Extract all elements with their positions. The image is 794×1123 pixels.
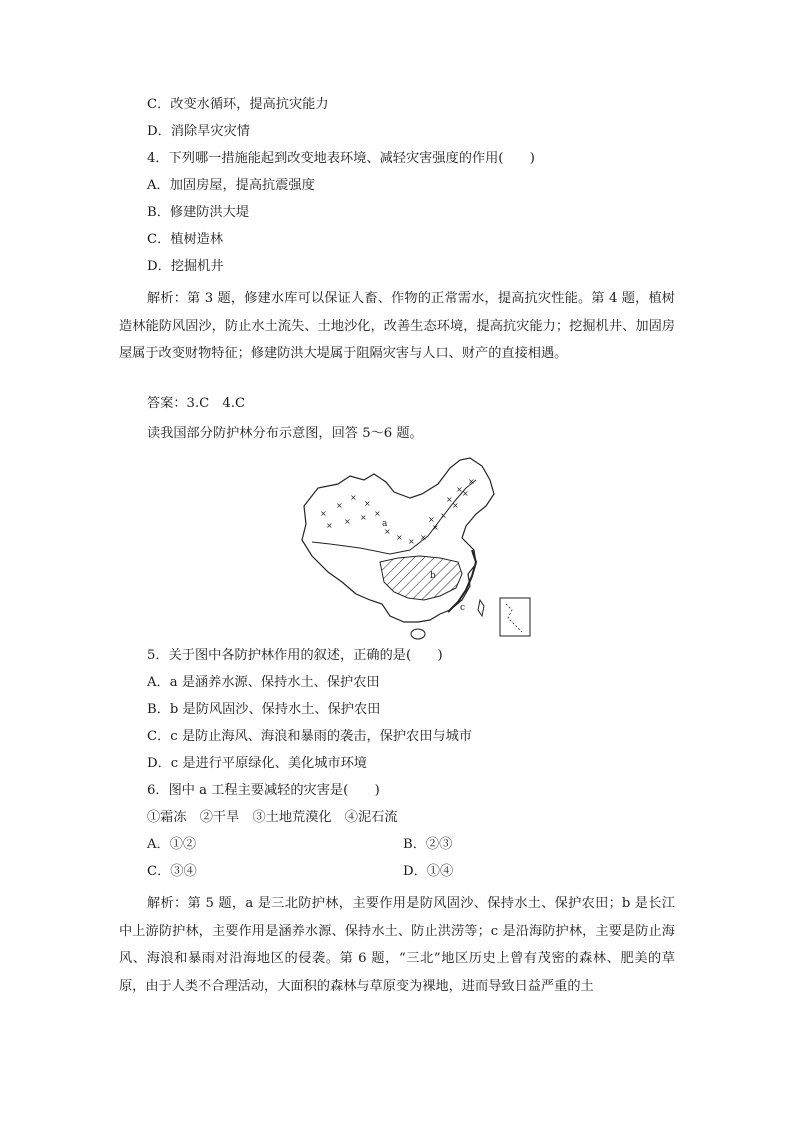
label-b: b bbox=[430, 571, 436, 581]
q4-option-b: B．修建防洪大堤 bbox=[147, 205, 250, 220]
china-map-figure bbox=[290, 454, 540, 644]
q6-option-a: A．①② bbox=[147, 837, 197, 852]
q6-stem: 6．图中 a 工程主要减轻的灾害是( ) bbox=[147, 783, 380, 798]
hainan-island bbox=[411, 629, 425, 639]
q5-option-c: C．c 是防止海风、海浪和暴雨的袭击，保护农田与城市 bbox=[147, 729, 472, 744]
q4-option-a: A．加固房屋，提高抗震强度 bbox=[147, 178, 315, 193]
svg-text:×: × bbox=[408, 537, 415, 546]
q5-option-a: A．a 是涵养水源、保持水土、保护农田 bbox=[147, 675, 380, 690]
q6-items: ①霜冻 ②干旱 ③土地荒漠化 ④泥石流 bbox=[147, 810, 398, 825]
svg-text:×: × bbox=[456, 485, 463, 494]
svg-text:×: × bbox=[344, 517, 351, 526]
south-sea-inset bbox=[500, 598, 530, 636]
analysis-q3-q4: 解析：第 3 题，修建水库可以保证人畜、作物的正常需水，提高抗灾性能。第 4 题，植树造林能防风固沙，防止水土流失、土地沙化，改善生态环境，提高抗灾能力；挖掘机井、加固房屋属于改变财物特征；修建防洪大堤属于阻隔灾害与人口、财产的直接相遇。 bbox=[119, 291, 675, 361]
q3-option-d: D．消除旱灾灾情 bbox=[147, 124, 250, 139]
label-c: c bbox=[460, 603, 466, 613]
q5-stem: 5．关于图中各防护林作用的叙述，正确的是( ) bbox=[147, 648, 443, 663]
svg-text:×: × bbox=[446, 495, 453, 504]
q6-option-c: C．③④ bbox=[147, 864, 197, 879]
shelterbelt-map bbox=[290, 454, 540, 644]
svg-text:×: × bbox=[364, 499, 371, 508]
svg-text:×: × bbox=[440, 511, 447, 520]
q5-option-d: D．c 是进行平原绿化、美化城市环境 bbox=[147, 756, 367, 771]
svg-text:×: × bbox=[462, 489, 469, 498]
svg-text:×: × bbox=[432, 523, 439, 532]
label-a: a bbox=[382, 519, 388, 529]
svg-text:×: × bbox=[428, 515, 435, 524]
q6-option-b: B．②③ bbox=[403, 837, 453, 852]
q6-option-d: D．①④ bbox=[403, 864, 454, 879]
svg-text:×: × bbox=[360, 513, 367, 522]
svg-text:×: × bbox=[452, 501, 459, 510]
svg-text:×: × bbox=[320, 509, 327, 518]
q4-stem: 4．下列哪一措施能起到改变地表环境、减轻灾害强度的作用( ) bbox=[147, 151, 535, 166]
q3-option-c: C．改变水循环，提高抗灾能力 bbox=[147, 97, 329, 112]
svg-text:×: × bbox=[468, 477, 475, 486]
svg-text:×: × bbox=[336, 501, 343, 510]
svg-text:×: × bbox=[420, 533, 427, 542]
svg-text:×: × bbox=[350, 493, 357, 502]
svg-text:×: × bbox=[374, 509, 381, 518]
q4-option-d: D．挖掘机井 bbox=[147, 259, 224, 274]
q5-option-b: B．b 是防风固沙、保持水土、保护农田 bbox=[147, 702, 381, 717]
analysis-q5-q6: 解析：第 5 题，a 是三北防护林，主要作用是防风固沙、保持水土、保护农田；b 是长江中上游防护林，主要作用是涵养水源、保持水土、防止洪涝等；c 是沿海防护林，主要是防止海风、海浪和暴雨对沿海地区的侵袭。第 6 题，“三北”地区历史上曾有茂密的森林、肥美的草原，由于人类不合理活动，大面积的森林与草原变为裸地，进而导致日益严重的土 bbox=[119, 896, 675, 994]
svg-text:×: × bbox=[384, 527, 391, 536]
svg-text:×: × bbox=[326, 521, 333, 530]
taiwan-island bbox=[478, 600, 484, 616]
q4-option-c: C．植树造林 bbox=[147, 232, 224, 247]
answer-q3-q4: 答案：3.C 4.C bbox=[147, 396, 246, 411]
map-intro: 读我国部分防护林分布示意图，回答 5～6 题。 bbox=[147, 426, 423, 441]
svg-text:×: × bbox=[396, 533, 403, 542]
